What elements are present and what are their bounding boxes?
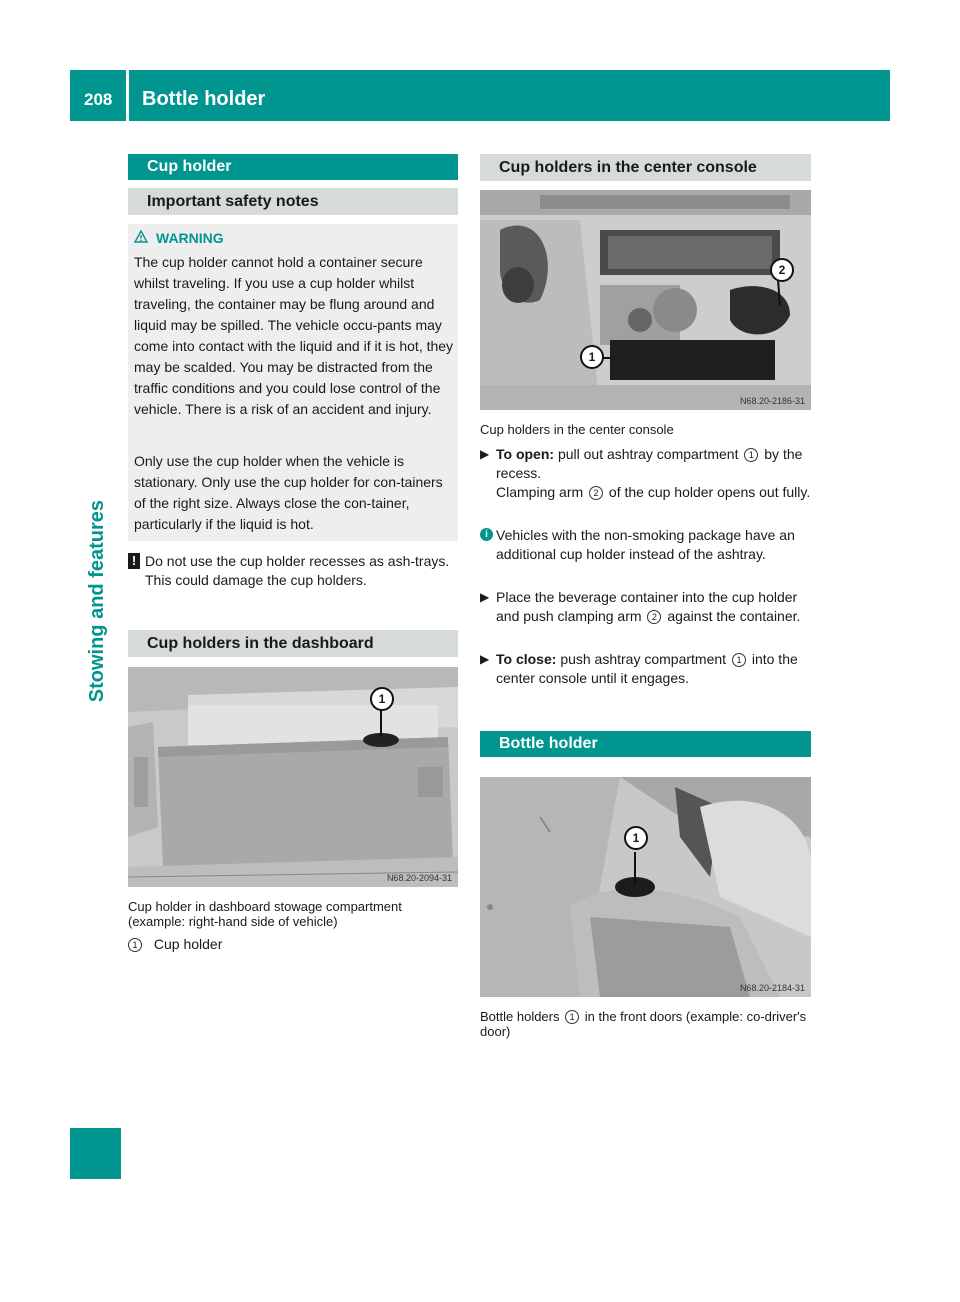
page-header bbox=[70, 70, 890, 121]
safety-heading: Important safety notes bbox=[128, 188, 458, 215]
num-1-icon: 1 bbox=[565, 1010, 579, 1024]
info-icon: i bbox=[480, 528, 493, 541]
dashboard-caption: Cup holder in dashboard stowage compartment (example: right-hand side of vehicle) bbox=[128, 899, 402, 929]
bottle-callout-1: 1 bbox=[624, 826, 648, 850]
console-figure bbox=[480, 190, 811, 410]
legend-number-icon: 1 bbox=[128, 938, 142, 952]
warning-box bbox=[128, 224, 458, 541]
step-arrow-icon: ▶ bbox=[480, 652, 490, 666]
step-close-label: To close: bbox=[496, 651, 557, 667]
step-open-label: To open: bbox=[496, 446, 555, 462]
bottle-caption-text-b: in the front doors (example: co-driver's door) bbox=[480, 1009, 807, 1039]
console-caption: Cup holders in the center console bbox=[480, 422, 674, 437]
num-1-icon: 1 bbox=[744, 448, 758, 462]
legend-text: Cup holder bbox=[153, 936, 223, 952]
dashboard-illustration bbox=[128, 667, 458, 887]
note-exclamation-icon: ! bbox=[128, 553, 140, 569]
side-tab-label: Stowing and features bbox=[86, 500, 108, 703]
warning-paragraph-2: Only use the cup holder when the vehicle is stationary. Only use the cup holder for con-tainers of the right size. Always close the con-tainer, particularly if the liquid is hot. bbox=[134, 453, 443, 532]
bottle-caption bbox=[480, 1009, 811, 1039]
warning-header bbox=[134, 230, 224, 247]
step-open-text-c: Clamping arm bbox=[496, 484, 584, 500]
step-close-text-b: into the center console until it engages. bbox=[496, 651, 798, 686]
bottle-caption-text-a: Bottle holders bbox=[480, 1009, 560, 1024]
num-2-icon: 2 bbox=[647, 610, 661, 624]
console-figure-code: N68.20-2186-31 bbox=[739, 396, 805, 406]
step-arrow-icon: ▶ bbox=[480, 447, 490, 461]
console-callout-1: 1 bbox=[580, 345, 604, 369]
num-2-icon: 2 bbox=[589, 486, 603, 500]
info-text: Vehicles with the non-smoking package have an additional cup holder instead of the ashtray. bbox=[496, 527, 795, 562]
warning-paragraph-1: The cup holder cannot hold a container secure whilst traveling. If you use a cup holder whilst traveling, the container may be flung around and liquid may be spilled. The vehicle occu-pants may come into contact with the liquid and if it is hot, they may be scalded. You may be distracted from the traffic conditions and you could lose control of the vehicle. There is a risk of an accident and injury. bbox=[134, 254, 454, 417]
step-place-text-b: against the container. bbox=[667, 608, 801, 624]
header-divider bbox=[126, 70, 129, 121]
console-heading: Cup holders in the center console bbox=[480, 154, 811, 181]
bottle-heading: Bottle holder bbox=[480, 731, 811, 757]
step-open-text-a: pull out ashtray compartment bbox=[557, 446, 739, 462]
side-tab-marker bbox=[70, 1128, 121, 1179]
page-title: Bottle holder bbox=[142, 88, 266, 110]
step-close-text-a: push ashtray compartment bbox=[560, 651, 727, 667]
bottle-figure-code: N68.20-2184-31 bbox=[739, 983, 805, 993]
step-open-text-b: by the recess. bbox=[496, 446, 803, 481]
dashboard-heading: Cup holders in the dashboard bbox=[128, 630, 458, 657]
warning-triangle-icon bbox=[134, 230, 148, 247]
dashboard-callout-1: 1 bbox=[370, 687, 394, 711]
note-text: Do not use the cup holder recesses as ash-trays. This could damage the cup holders. bbox=[145, 553, 450, 588]
bottle-illustration bbox=[480, 777, 811, 997]
step-open-text-d: of the cup holder opens out fully. bbox=[608, 484, 811, 500]
warning-label: WARNING bbox=[156, 230, 224, 246]
console-callout-2: 2 bbox=[770, 258, 794, 282]
bottle-figure bbox=[480, 777, 811, 997]
num-1-icon: 1 bbox=[732, 653, 746, 667]
dashboard-legend bbox=[128, 935, 458, 954]
step-place-text-a: Place the beverage container into the cup holder and push clamping arm bbox=[496, 589, 798, 624]
dashboard-figure-code: N68.20-2094-31 bbox=[386, 873, 452, 883]
step-arrow-icon: ▶ bbox=[480, 590, 490, 604]
dashboard-figure bbox=[128, 667, 458, 887]
console-illustration bbox=[480, 190, 811, 410]
cup-holder-heading: Cup holder bbox=[128, 154, 458, 180]
page-number: 208 bbox=[84, 90, 113, 109]
